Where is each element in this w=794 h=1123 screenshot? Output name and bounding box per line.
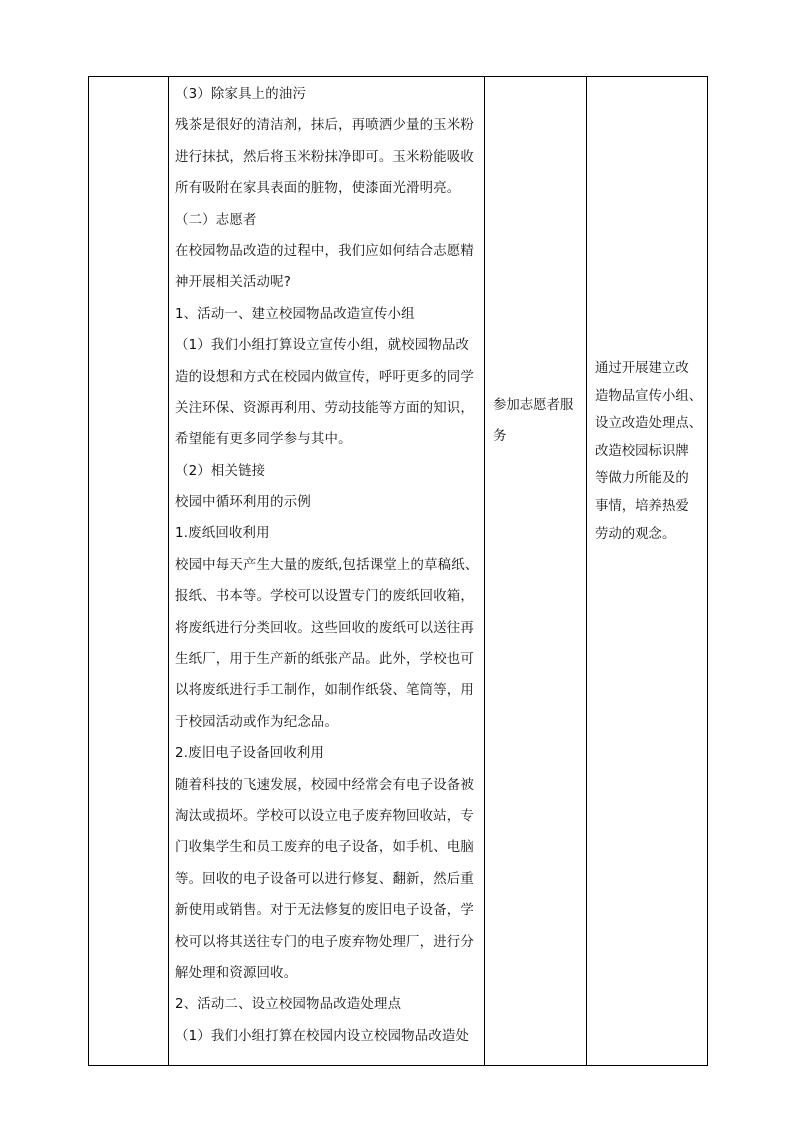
content-line: 神开展相关活动呢? [175, 275, 292, 291]
content-line: 将废纸进行分类回收。这些回收的废纸可以送往再 [175, 620, 474, 636]
design-intent-line: 通过开展建立改 [595, 361, 689, 376]
table-column-student-activity [485, 77, 587, 1065]
design-intent-line: 设立改造处理点、 [595, 416, 703, 432]
content-line: （2）相关链接 [175, 463, 266, 479]
content-line: 生纸厂，用于生产新的纸张产品。此外，学校也可 [175, 652, 474, 668]
content-line: 造的设想和方式在校园内做宣传，呼吁更多的同学 [175, 369, 474, 385]
student-activity-line: 参加志愿者服 [493, 398, 574, 413]
content-line: （二）志愿者 [175, 212, 257, 228]
design-intent-line: 劳动的观念。 [595, 526, 676, 542]
table-column-design-intent [587, 77, 708, 1065]
content-line: 等。回收的电子设备可以进行修复、翻新，然后重 [175, 871, 474, 887]
content-line: 1、活动一、建立校园物品改造宣传小组 [175, 306, 415, 322]
content-line: 报纸、书本等。学校可以设置专门的废纸回收箱， [175, 589, 474, 605]
content-line: （1）我们小组打算设立宣传小组，就校园物品改 [175, 338, 470, 354]
content-line: 校可以将其送往专门的电子废弃物处理厂，进行分 [175, 934, 474, 950]
design-intent-line: 事情，培养热爱 [595, 498, 689, 514]
content-line: 希望能有更多同学参与其中。 [175, 432, 352, 448]
content-line: （3）除家具上的油污 [175, 87, 307, 102]
content-line: 残茶是很好的清洁剂，抹后，再喷洒少量的玉米粉 [175, 118, 474, 134]
design-intent-line: 造物品宣传小组、 [595, 388, 703, 404]
content-line: （1）我们小组打算在校园内设立校园物品改造处 [175, 1028, 470, 1044]
design-intent-line: 等做力所能及的 [595, 471, 689, 487]
content-line: 在校园物品改造的过程中，我们应如何结合志愿精 [175, 243, 474, 259]
content-line: 1.废纸回收利用 [175, 526, 270, 542]
content-line: 随着科技的飞速发展，校园中经常会有电子设备被 [175, 777, 474, 793]
content-line: 校园中循环利用的示例 [175, 495, 311, 511]
content-line: 校园中每天产生大量的废纸,包括课堂上的草稿纸、 [175, 557, 479, 573]
content-text-block [175, 79, 480, 1052]
table-column-content [169, 77, 485, 1065]
student-activity-text [493, 390, 582, 452]
lesson-table [88, 76, 708, 1066]
table-column-section [89, 77, 169, 1065]
content-line: 淘汰或损坏。学校可以设立电子废弃物回收站，专 [175, 808, 474, 824]
content-line: 门收集学生和员工废弃的电子设备，如手机、电脑 [175, 840, 474, 856]
design-intent-text [595, 355, 704, 548]
design-intent-line: 改造校园标识牌 [595, 443, 689, 459]
content-line: 以将废纸进行手工制作，如制作纸袋、笔筒等，用 [175, 683, 474, 699]
content-line: 解处理和资源回收。 [175, 965, 298, 981]
content-line: 进行抹拭，然后将玉米粉抹净即可。玉米粉能吸收 [175, 149, 474, 165]
student-activity-line: 务 [493, 429, 507, 444]
content-line: 所有吸附在家具表面的脏物，使漆面光滑明亮。 [175, 181, 461, 197]
content-line: 关注环保、资源再利用、劳动技能等方面的知识， [175, 400, 474, 416]
content-line: 2.废旧电子设备回收利用 [175, 746, 325, 762]
content-line: 于校园活动或作为纪念品。 [175, 714, 339, 730]
content-line: 新使用或销售。对于无法修复的废旧电子设备，学 [175, 903, 474, 919]
content-line: 2、活动二、设立校园物品改造处理点 [175, 997, 402, 1013]
